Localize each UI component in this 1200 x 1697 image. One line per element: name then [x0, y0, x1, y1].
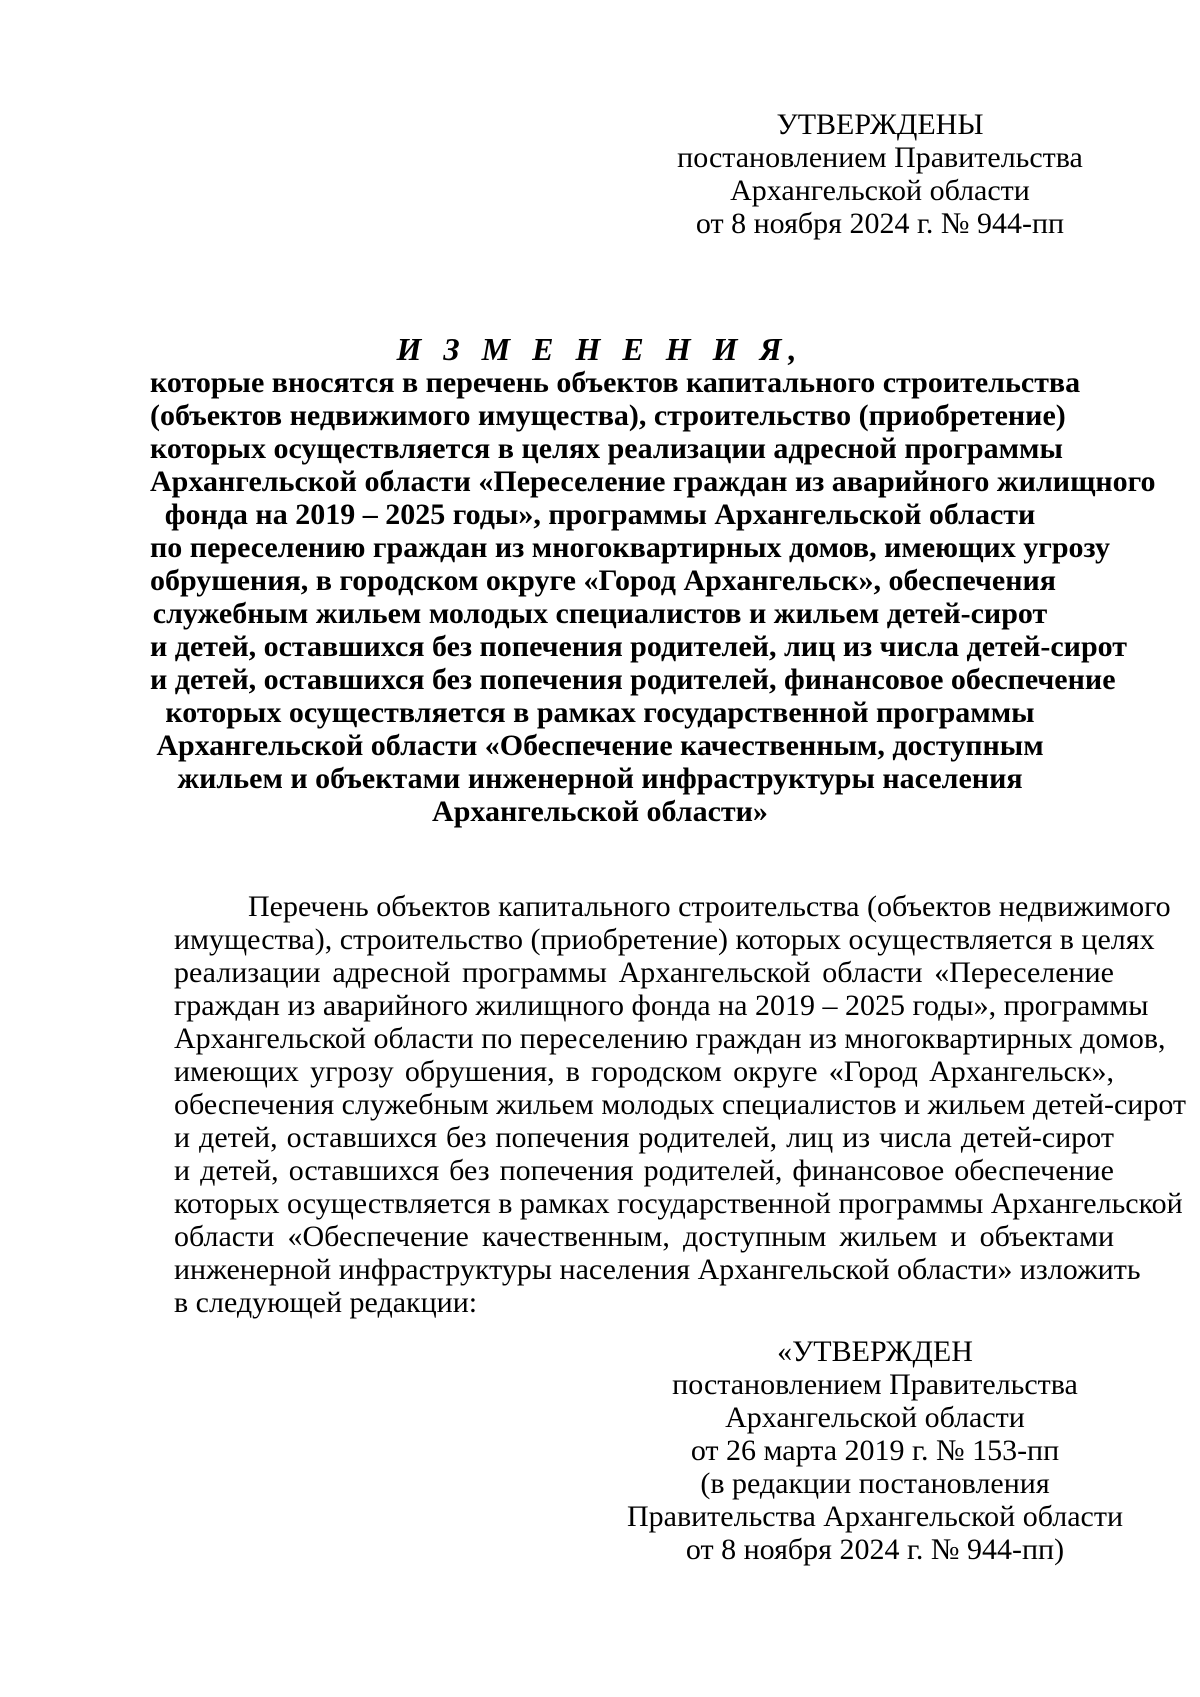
- title-line: жильем и объектами инженерной инфраструктуры населения: [177, 762, 1023, 795]
- title-line: которые вносятся в перечень объектов капитального строительства: [150, 366, 1081, 399]
- title-line: Архангельской области «Переселение граждан из аварийного жилищного: [150, 465, 1156, 498]
- title-line: и детей, оставшихся без попечения родителей, лиц из числа детей-сирот: [150, 630, 1127, 663]
- approval-bottom-line: от 26 марта 2019 г. № 153-пп: [690, 1434, 1060, 1467]
- title-line: и детей, оставшихся без попечения родителей, финансовое обеспечение: [150, 663, 1116, 696]
- approval-bottom-line: постановлением Правительства: [672, 1368, 1078, 1401]
- title-line: по переселению граждан из многоквартирных домов, имеющих угрозу: [150, 531, 1110, 564]
- body-line: граждан из аварийного жилищного фонда на 2019 – 2025 годы», программы: [174, 989, 1149, 1022]
- document-title: [150, 331, 1156, 828]
- body-line: которых осуществляется в рамках государственной программы Архангельской: [174, 1187, 1183, 1220]
- title-line: (объектов недвижимого имущества), строительство (приобретение): [150, 399, 1066, 432]
- approval-bottom-line: (в редакции постановления: [700, 1467, 1050, 1500]
- title-heading: И З М Е Н Е Н И Я,: [396, 331, 804, 367]
- approval-bottom-line: Архангельской области: [725, 1401, 1025, 1434]
- approval-bottom-line: «УТВЕРЖДЕН: [777, 1335, 973, 1368]
- body-line: имущества), строительство (приобретение) которых осуществляется в целях: [174, 923, 1155, 956]
- approval-bottom-line: Правительства Архангельской области: [626, 1500, 1123, 1533]
- approval-top-line: Архангельской области: [730, 174, 1030, 207]
- title-line: которых осуществляется в целях реализации адресной программы: [150, 432, 1063, 465]
- body-line: и детей, оставшихся без попечения родителей, финансовое обеспечение: [174, 1154, 1114, 1187]
- body-line: Перечень объектов капитального строительства (объектов недвижимого: [248, 890, 1171, 923]
- body-line: реализации адресной программы Архангельской области «Переселение: [174, 956, 1114, 989]
- title-line: фонда на 2019 – 2025 годы», программы Архангельской области: [164, 498, 1036, 531]
- approval-top-line: УТВЕРЖДЕНЫ: [776, 108, 984, 141]
- approval-top-line: от 8 ноября 2024 г. № 944-пп: [695, 207, 1065, 240]
- approval-top-line: постановлением Правительства: [677, 141, 1083, 174]
- body-paragraph: [174, 890, 1187, 1319]
- title-line: обрушения, в городском округе «Город Архангельск», обеспечения: [150, 564, 1057, 597]
- title-line: Архангельской области «Обеспечение качественным, доступным: [156, 729, 1044, 762]
- body-line: обеспечения служебным жильем молодых специалистов и жильем детей-сирот: [174, 1088, 1187, 1121]
- body-line: Архангельской области по переселению граждан из многоквартирных домов,: [174, 1022, 1166, 1055]
- body-line: и детей, оставшихся без попечения родителей, лиц из числа детей-сирот: [174, 1121, 1114, 1154]
- approval-bottom-line: от 8 ноября 2024 г. № 944-пп): [685, 1533, 1065, 1566]
- title-line: служебным жильем молодых специалистов и жильем детей-сирот: [152, 597, 1048, 630]
- body-line: инженерной инфраструктуры населения Архангельской области» изложить: [174, 1253, 1141, 1286]
- title-line: Архангельской области»: [432, 795, 768, 828]
- approval-stamp-top: [660, 108, 1100, 240]
- title-line: которых осуществляется в рамках государственной программы: [165, 696, 1035, 729]
- approval-stamp-bottom: [615, 1335, 1135, 1566]
- body-line: области «Обеспечение качественным, доступным жильем и объектами: [174, 1220, 1114, 1253]
- body-line: в следующей редакции:: [174, 1286, 478, 1319]
- body-line: имеющих угрозу обрушения, в городском округе «Город Архангельск»,: [174, 1055, 1114, 1088]
